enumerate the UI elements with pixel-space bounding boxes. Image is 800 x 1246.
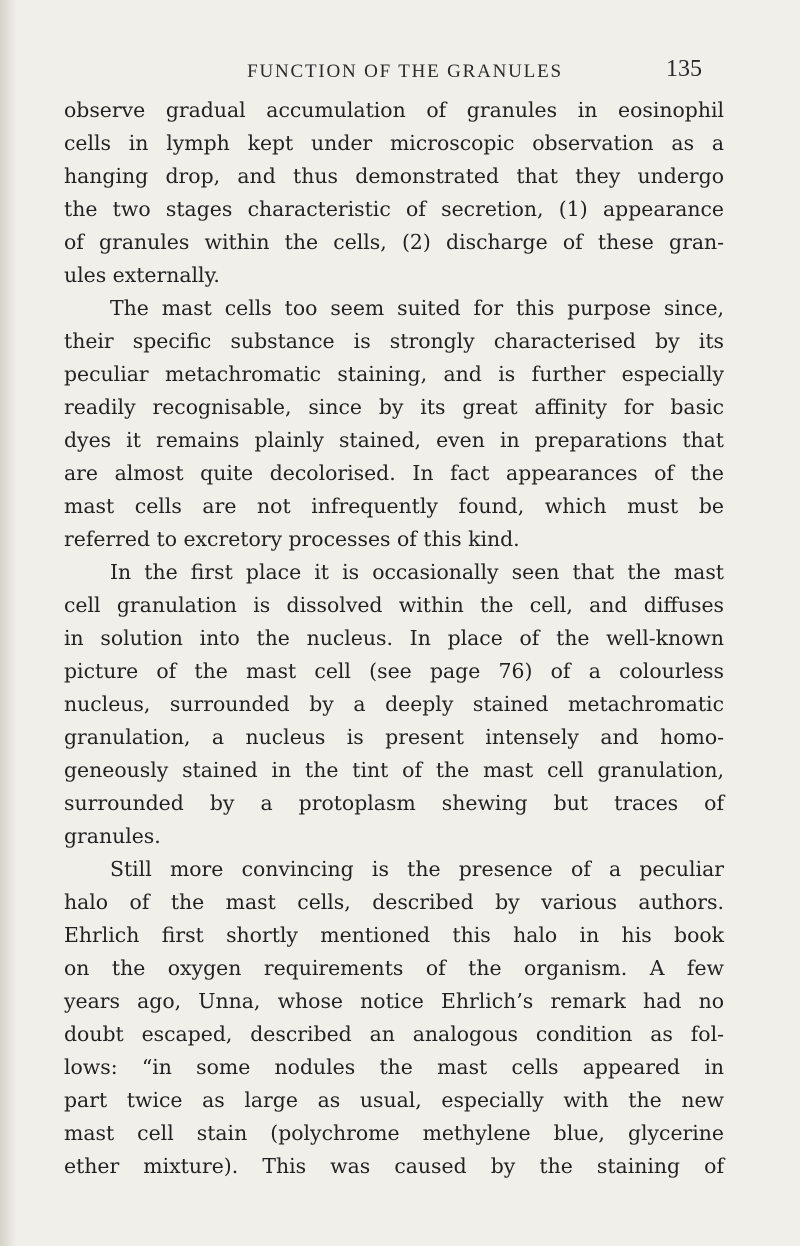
text-line: surrounded by a protoplasm shewing but traces of [64, 791, 724, 815]
text-line: halo of the mast cells, described by various authors. [64, 890, 724, 914]
text-line: years ago, Unna, whose notice Ehrlich’s remark had no [64, 989, 724, 1013]
text-line: cell granulation is dissolved within the cell, and diffuses [64, 593, 724, 617]
text-line: Still more convincing is the presence of a peculiar [110, 857, 724, 881]
text-line: The mast cells too seem suited for this purpose since, [110, 296, 724, 320]
text-line: peculiar metachromatic staining, and is further especially [64, 362, 724, 386]
text-line: cells in lymph kept under microscopic observation as a [64, 131, 724, 155]
text-line: picture of the mast cell (see page 76) of a colourless [64, 659, 724, 683]
body-text [64, 94, 724, 1183]
text-line: in solution into the nucleus. In place of the well-known [64, 626, 724, 650]
text-line: Ehrlich first shortly mentioned this halo in his book [64, 923, 724, 947]
text-line: geneously stained in the tint of the mast cell granulation, [64, 758, 724, 782]
page-edge-shadow [0, 0, 16, 1246]
text-line: on the oxygen requirements of the organism. A few [64, 956, 724, 980]
text-line: readily recognisable, since by its great affinity for basic [64, 395, 724, 419]
running-head: FUNCTION OF THE GRANULES [247, 61, 563, 82]
text-line: nucleus, surrounded by a deeply stained metachromatic [64, 692, 724, 716]
page-number: 135 [666, 56, 702, 82]
text-line: mast cell stain (polychrome methylene blue, glycerine [64, 1121, 724, 1145]
text-line: granulation, a nucleus is present intensely and homo- [64, 725, 724, 749]
text-line: dyes it remains plainly stained, even in preparations that [64, 428, 724, 452]
text-line: part twice as large as usual, especially with the new [64, 1088, 724, 1112]
text-line: referred to excretory processes of this kind. [64, 527, 520, 551]
text-line: ether mixture). This was caused by the staining of [64, 1154, 724, 1178]
text-line: ules externally. [64, 263, 220, 287]
text-line: mast cells are not infrequently found, which must be [64, 494, 724, 518]
text-line: the two stages characteristic of secretion, (1) appearance [64, 197, 724, 221]
text-line: hanging drop, and thus demonstrated that they undergo [64, 164, 724, 188]
text-line: their specific substance is strongly characterised by its [64, 329, 724, 353]
text-line: of granules within the cells, (2) discharge of these gran- [64, 230, 724, 254]
text-line: In the first place it is occasionally seen that the mast [110, 560, 724, 584]
text-line: observe gradual accumulation of granules in eosinophil [64, 98, 724, 122]
text-line: are almost quite decolorised. In fact appearances of the [64, 461, 724, 485]
text-line: granules. [64, 824, 161, 848]
text-line: lows: “in some nodules the mast cells appeared in [64, 1055, 724, 1079]
text-line: doubt escaped, described an analogous condition as fol- [64, 1022, 724, 1046]
